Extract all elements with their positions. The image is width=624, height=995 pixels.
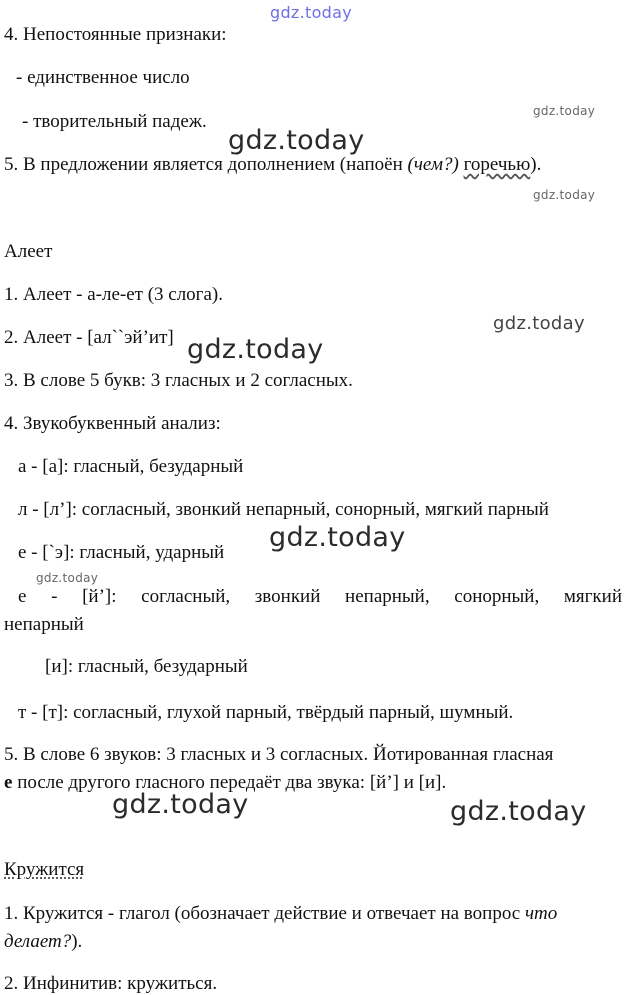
text-line-3: - творительный падеж.: [22, 111, 207, 132]
text-line-7: 3. В слове 5 букв: 3 гласных и 2 согласных.: [4, 370, 353, 391]
watermark-large-5: gdz.today: [450, 796, 587, 827]
heading-word: Кружится: [4, 859, 85, 880]
section-heading-aleet: Алеет: [4, 241, 53, 262]
watermark-top: gdz.today: [270, 3, 352, 22]
italic-question: что: [524, 903, 558, 924]
text-line-17: [4, 772, 624, 794]
text-line-1: 4. Непостоянные признаки:: [4, 24, 227, 45]
watermark-large-1: gdz.today: [228, 125, 365, 156]
text-line-2: - единственное число: [16, 67, 190, 88]
watermark-small-2: gdz.today: [533, 188, 596, 202]
bold-letter: е: [4, 772, 13, 793]
text-line-19: [4, 931, 624, 953]
watermark-large-4: gdz.today: [112, 789, 249, 820]
text-segment: 1. Кружится - глагол (обозначает действие и отвечает на вопрос: [4, 903, 525, 924]
text-line-4: [4, 154, 624, 176]
watermark-large-3: gdz.today: [269, 522, 406, 553]
text-line-20: 2. Инфинитив: кружиться.: [4, 973, 218, 994]
text-line-8: 4. Звукобуквенный анализ:: [4, 413, 221, 434]
watermark-small-1: gdz.today: [533, 104, 596, 118]
text-line-9: а - [а]: гласный, безударный: [18, 456, 244, 477]
watermark-medium-1: gdz.today: [493, 313, 585, 334]
text-line-13: непарный: [4, 614, 84, 635]
text-line-15: т - [т]: согласный, глухой парный, твёрдый парный, шумный.: [18, 702, 514, 723]
underlined-word: горечью: [463, 154, 531, 175]
text-segment: после другого гласного передаёт два звука: [й’] и [и].: [12, 772, 447, 793]
text-line-6: 2. Алеет - [ал``эй’ит]: [4, 327, 174, 348]
italic-question: (чем?): [407, 154, 459, 175]
text-line-12: е - [й’]: согласный, звонкий непарный, сонорный, мягкий: [18, 586, 622, 607]
text-segment: ).: [530, 154, 542, 175]
watermark-small-3: gdz.today: [36, 571, 99, 585]
text-line-11: е - [`э]: гласный, ударный: [18, 542, 225, 563]
text-line-10: л - [л’]: согласный, звонкий непарный, сонорный, мягкий парный: [18, 499, 549, 520]
text-line-16: 5. В слове 6 звуков: 3 гласных и 3 согласных. Йотированная гласная: [4, 744, 554, 765]
text-segment: 5. В предложении является дополнением (напоён: [4, 154, 408, 175]
text-line-18: [4, 903, 624, 925]
watermark-large-2: gdz.today: [187, 334, 324, 365]
text-line-14: [и]: гласный, безударный: [45, 656, 248, 677]
section-heading-kruzhitsya: [4, 859, 624, 881]
text-line-5: 1. Алеет - а-ле-ет (3 слога).: [4, 284, 223, 305]
italic-question: делает?: [4, 931, 72, 952]
text-segment: ).: [71, 931, 83, 952]
